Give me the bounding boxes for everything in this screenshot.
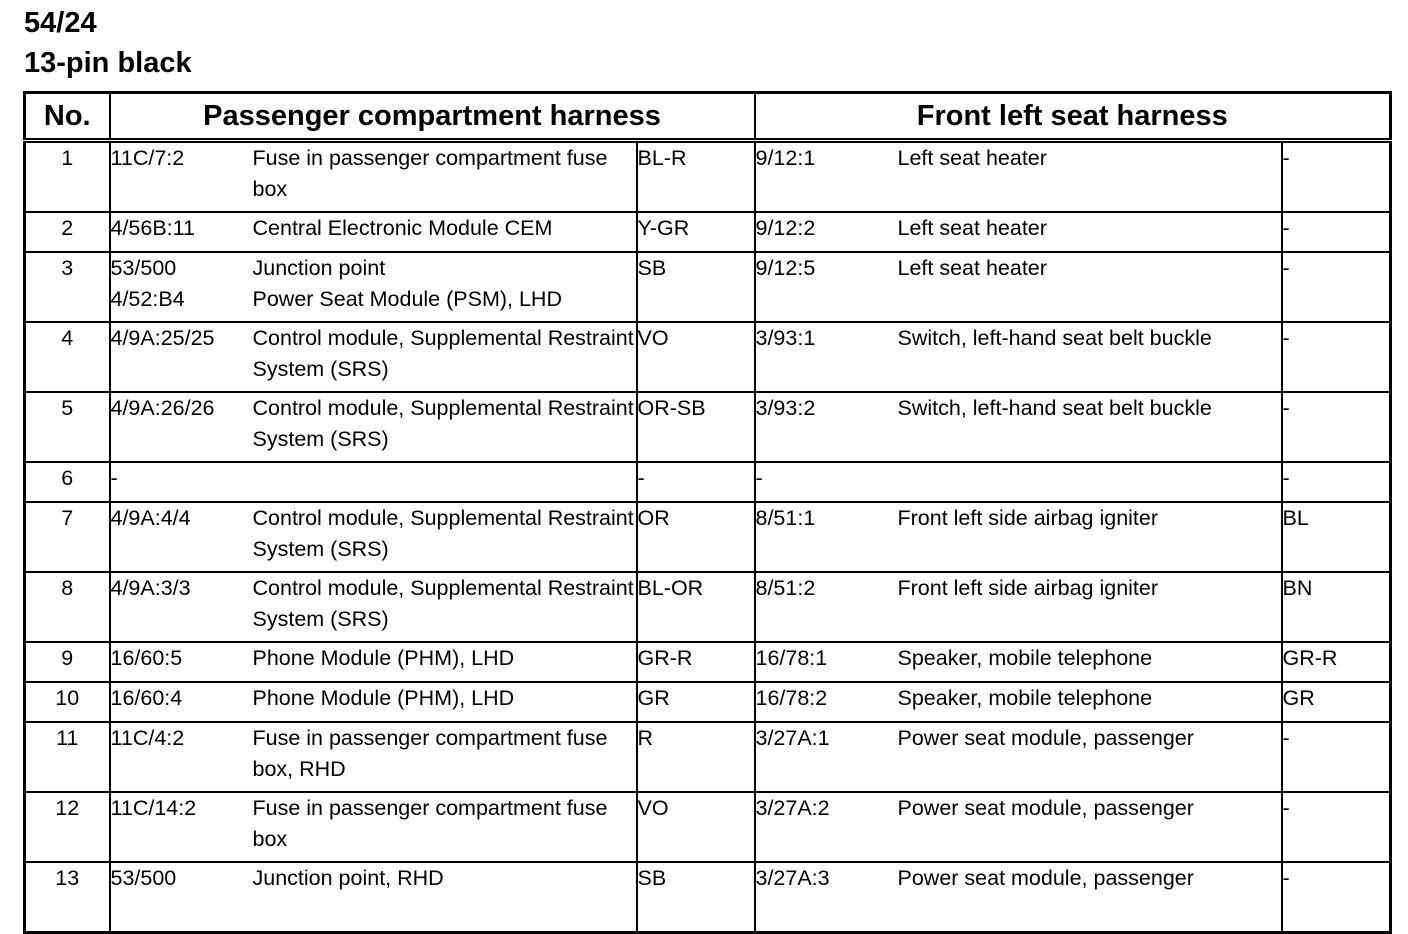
pin-number: 4 [25, 322, 110, 392]
seat-desc: Left seat heater [898, 141, 1282, 213]
seat-color: - [1282, 252, 1391, 322]
table-row [25, 141, 1391, 213]
seat-desc: Speaker, mobile telephone [898, 642, 1282, 682]
seat-ref: - [755, 462, 898, 502]
passenger-color: SB [637, 862, 755, 933]
passenger-desc: Fuse in passenger compartment fuse box [253, 792, 637, 862]
pin-number: 8 [25, 572, 110, 642]
seat-ref: 16/78:1 [755, 642, 898, 682]
table-row [25, 682, 1391, 722]
passenger-color: SB [637, 252, 755, 322]
pin-number: 6 [25, 462, 110, 502]
table-row [25, 252, 1391, 322]
pinout-table [23, 91, 1392, 934]
passenger-desc: Junction point, RHD [253, 862, 637, 933]
table-row [25, 792, 1391, 862]
header-no: No. [25, 93, 110, 141]
passenger-ref: 4/9A:26/26 [110, 392, 253, 462]
seat-desc: Speaker, mobile telephone [898, 682, 1282, 722]
passenger-color: VO [637, 322, 755, 392]
pin-number: 12 [25, 792, 110, 862]
header-passenger-harness: Passenger compartment harness [110, 93, 755, 141]
passenger-desc: Control module, Supplemental Restraint System (SRS) [253, 502, 637, 572]
passenger-ref: - [110, 462, 253, 502]
passenger-color: VO [637, 792, 755, 862]
seat-color: BL [1282, 502, 1391, 572]
pin-number: 13 [25, 862, 110, 933]
passenger-color: - [637, 462, 755, 502]
passenger-desc: Fuse in passenger compartment fuse box, RHD [253, 722, 637, 792]
seat-color: - [1282, 141, 1391, 213]
passenger-ref: 4/9A:4/4 [110, 502, 253, 572]
seat-desc: Power seat module, passenger [898, 862, 1282, 933]
passenger-color: BL-OR [637, 572, 755, 642]
pin-number: 2 [25, 212, 110, 252]
passenger-ref: 16/60:4 [110, 682, 253, 722]
seat-desc: Left seat heater [898, 212, 1282, 252]
seat-ref: 9/12:2 [755, 212, 898, 252]
table-row [25, 862, 1391, 933]
passenger-color: BL-R [637, 141, 755, 213]
table-row [25, 722, 1391, 792]
passenger-desc: Control module, Supplemental Restraint System (SRS) [253, 572, 637, 642]
seat-color: GR-R [1282, 642, 1391, 682]
seat-ref: 8/51:2 [755, 572, 898, 642]
seat-ref: 8/51:1 [755, 502, 898, 572]
passenger-color: GR [637, 682, 755, 722]
pin-number: 7 [25, 502, 110, 572]
passenger-color: Y-GR [637, 212, 755, 252]
seat-color: - [1282, 722, 1391, 792]
table-row [25, 572, 1391, 642]
pin-number: 3 [25, 252, 110, 322]
passenger-desc [253, 462, 637, 502]
passenger-desc: Phone Module (PHM), LHD [253, 642, 637, 682]
seat-desc [898, 462, 1282, 502]
seat-ref: 3/27A:3 [755, 862, 898, 933]
seat-color: - [1282, 862, 1391, 933]
passenger-ref: 11C/7:2 [110, 141, 253, 213]
passenger-color: R [637, 722, 755, 792]
seat-color: - [1282, 792, 1391, 862]
passenger-color: OR-SB [637, 392, 755, 462]
seat-ref: 9/12:5 [755, 252, 898, 322]
connector-id: 54/24 [24, 7, 97, 39]
passenger-ref: 53/500 [110, 862, 253, 933]
seat-desc: Power seat module, passenger [898, 792, 1282, 862]
passenger-desc: Control module, Supplemental Restraint System (SRS) [253, 322, 637, 392]
seat-color: - [1282, 212, 1391, 252]
seat-ref: 3/93:1 [755, 322, 898, 392]
seat-ref: 3/93:2 [755, 392, 898, 462]
passenger-ref: 4/9A:3/3 [110, 572, 253, 642]
passenger-color: OR [637, 502, 755, 572]
table-body [25, 141, 1391, 933]
seat-ref: 3/27A:2 [755, 792, 898, 862]
passenger-ref: 53/500 4/52:B4 [110, 252, 253, 322]
seat-ref: 9/12:1 [755, 141, 898, 213]
passenger-ref: 16/60:5 [110, 642, 253, 682]
seat-ref: 3/27A:1 [755, 722, 898, 792]
passenger-ref: 11C/14:2 [110, 792, 253, 862]
seat-desc: Front left side airbag igniter [898, 502, 1282, 572]
passenger-ref: 11C/4:2 [110, 722, 253, 792]
pin-number: 10 [25, 682, 110, 722]
passenger-desc: Control module, Supplemental Restraint System (SRS) [253, 392, 637, 462]
connector-description: 13-pin black [24, 47, 192, 79]
header-front-left-seat-harness: Front left seat harness [755, 93, 1391, 141]
passenger-desc: Fuse in passenger compartment fuse box [253, 141, 637, 213]
pin-number: 9 [25, 642, 110, 682]
seat-desc: Left seat heater [898, 252, 1282, 322]
seat-desc: Switch, left-hand seat belt buckle [898, 322, 1282, 392]
passenger-ref: 4/9A:25/25 [110, 322, 253, 392]
seat-color: GR [1282, 682, 1391, 722]
table-row [25, 642, 1391, 682]
passenger-ref: 4/56B:11 [110, 212, 253, 252]
passenger-desc: Central Electronic Module CEM [253, 212, 637, 252]
seat-color: - [1282, 392, 1391, 462]
passenger-desc: Phone Module (PHM), LHD [253, 682, 637, 722]
seat-desc: Power seat module, passenger [898, 722, 1282, 792]
seat-color: BN [1282, 572, 1391, 642]
seat-desc: Switch, left-hand seat belt buckle [898, 392, 1282, 462]
pin-number: 11 [25, 722, 110, 792]
passenger-color: GR-R [637, 642, 755, 682]
table-row [25, 392, 1391, 462]
table-row [25, 322, 1391, 392]
seat-color: - [1282, 462, 1391, 502]
seat-desc: Front left side airbag igniter [898, 572, 1282, 642]
seat-ref: 16/78:2 [755, 682, 898, 722]
seat-color: - [1282, 322, 1391, 392]
pin-number: 5 [25, 392, 110, 462]
passenger-desc: Junction point Power Seat Module (PSM), LHD [253, 252, 637, 322]
table-row [25, 462, 1391, 502]
table-row [25, 212, 1391, 252]
pin-number: 1 [25, 141, 110, 213]
table-row [25, 502, 1391, 572]
table-header-row [25, 93, 1391, 141]
